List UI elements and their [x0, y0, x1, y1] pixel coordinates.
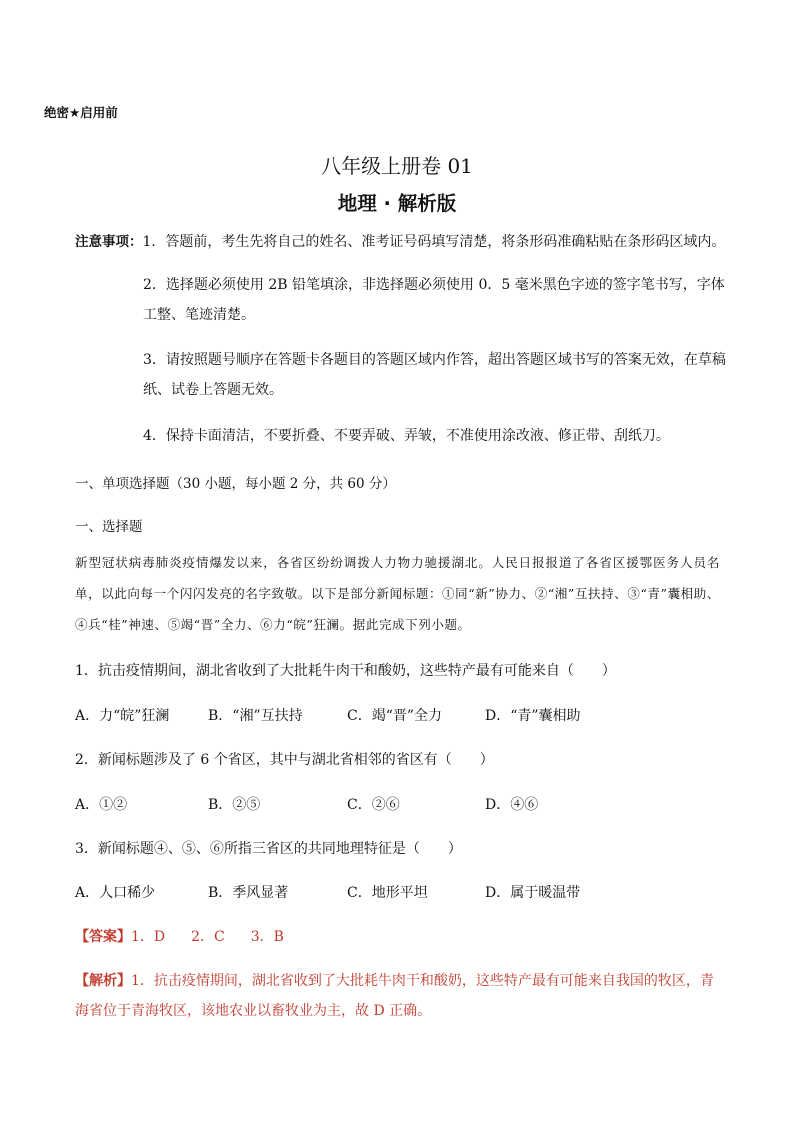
- page-subtitle: 地理 · 解析版: [337, 192, 457, 215]
- section-heading: 一、单项选择题（30 小题，每小题 2 分，共 60 分）: [75, 476, 396, 492]
- option: D．“青”囊相助: [485, 708, 581, 724]
- option: C．竭“晋”全力: [347, 708, 443, 724]
- analysis-block: [75, 966, 720, 1026]
- answer-line: [75, 926, 310, 946]
- option: C．②⑥: [347, 797, 400, 813]
- question-2-options: [75, 794, 635, 816]
- reading-passage: 新型冠状病毒肺炎疫情爆发以来，各省区纷纷调拨人力物力驰援湖北。人民日报报道了各省区援鄂医务人员名单，以此向每一个闪闪发亮的名字致敬。以下是部分新闻标题：①同“新”协力、②“湘”互扶持、③“青”囊相助、④兵“桂”神速、⑤竭“晋”全力、⑥力“皖”狂澜。据此完成下列小题。: [75, 555, 720, 632]
- option: B．②⑤: [208, 797, 261, 813]
- option: C．地形平坦: [347, 885, 428, 901]
- notice-item-3: 3．请按照题号顺序在答题卡各题目的答题区域内作答，超出答题区域书写的答案无效，在草稿纸、试卷上答题无效。: [143, 352, 726, 398]
- option: B．“湘”互扶持: [208, 708, 303, 724]
- secret-label: 绝密★启用前: [44, 105, 118, 120]
- page-title: 八年级上册卷 01: [321, 154, 473, 178]
- question-3-options: [75, 882, 635, 904]
- question-2-stem: 2．新闻标题涉及了 6 个省区，其中与湖北省相邻的省区有（ ）: [75, 752, 494, 768]
- notice-label: 注意事项：: [75, 234, 143, 250]
- notice-item-2: 2．选择题必须使用 2B 铅笔填涂，非选择题必须使用 0．5 毫米黑色字迹的签字笔书写，字体工整、笔迹清楚。: [143, 277, 725, 323]
- question-1-stem: 1．抗击疫情期间，湖北省收到了大批耗牛肉干和酸奶，这些特产最有可能来自（ ）: [75, 663, 616, 679]
- question-3-stem: 3．新闻标题④、⑤、⑥所指三省区的共同地理特征是（ ）: [75, 841, 462, 857]
- answer-label: 【答案】: [75, 929, 131, 945]
- notice-text-1: 1．答题前，考生先将自己的姓名、准考证号码填写清楚，将条形码准确粘贴在条形码区域内。: [142, 234, 726, 250]
- option: D．④⑥: [485, 797, 539, 813]
- answer-value: 1．D: [131, 929, 166, 945]
- analysis-text: 1．抗击疫情期间，湖北省收到了大批耗牛肉干和酸奶，这些特产最有可能来自我国的牧区，青海省位于青海牧区，该地农业以畜牧业为主，故 D 正确。: [75, 973, 714, 1019]
- option: A．人口稀少: [75, 885, 156, 901]
- option: A．力“皖”狂澜: [75, 708, 170, 724]
- notice-item-4: 4．保持卡面清洁，不要折叠、不要弄破、弄皱，不准使用涂改液、修正带、刮纸刀。: [143, 428, 670, 444]
- answer-value: 3．B: [250, 929, 284, 945]
- analysis-label: 【解析】: [75, 973, 131, 989]
- option: D．属于暖温带: [485, 885, 581, 901]
- option: A．①②: [75, 797, 128, 813]
- question-1-options: [75, 705, 635, 727]
- notice-item-1: [75, 230, 725, 251]
- subsection-heading: 一、选择题: [75, 519, 143, 535]
- answer-value: 2．C: [191, 929, 225, 945]
- option: B．季风显著: [208, 885, 289, 901]
